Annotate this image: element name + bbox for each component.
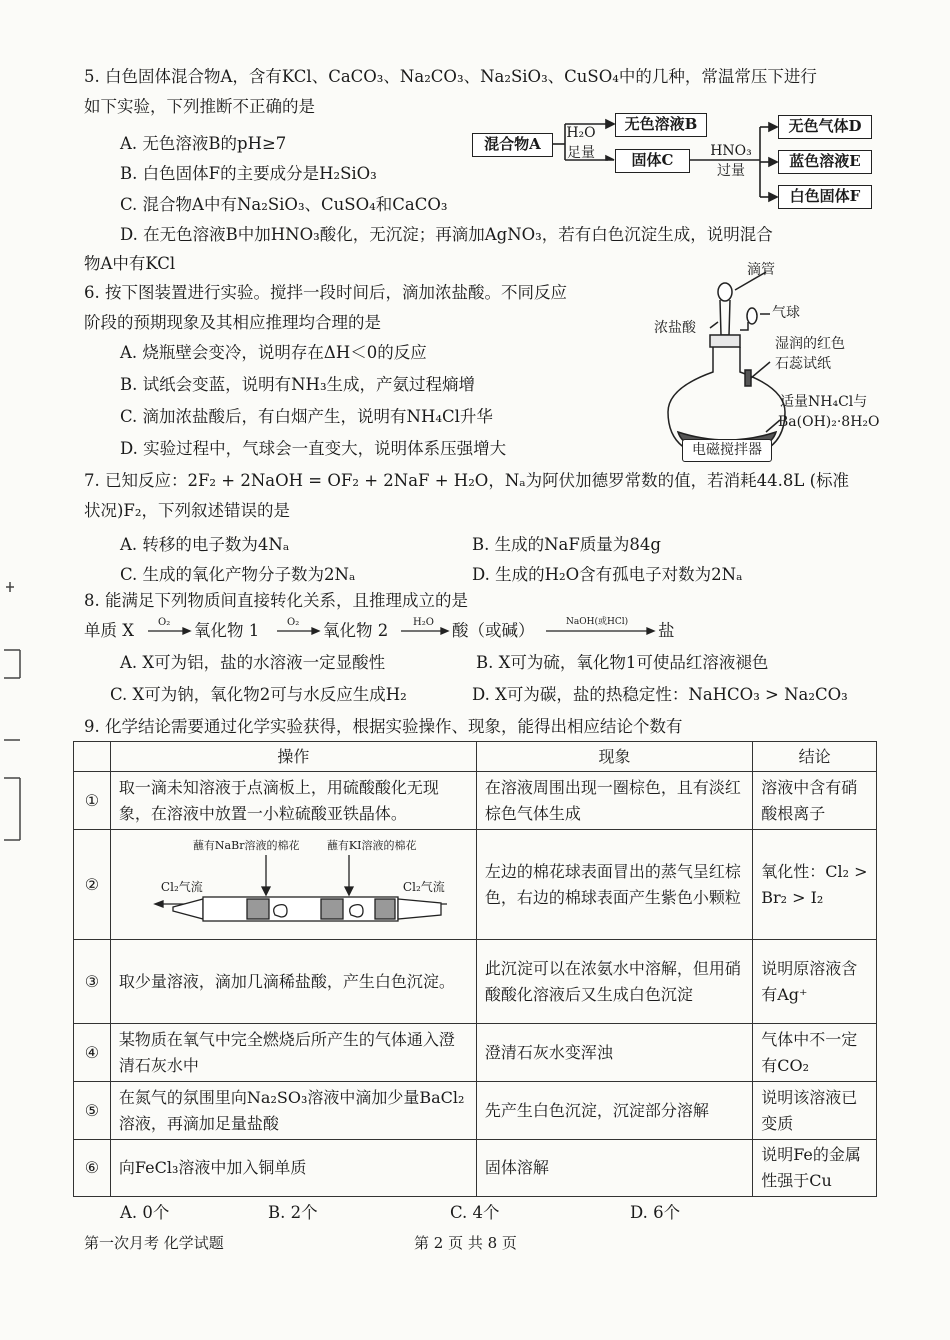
chain-oxide-1: 氧化物 1 <box>194 621 260 640</box>
row-number: ② <box>74 830 111 940</box>
label-litmus-2: 石蕊试纸 <box>775 356 831 372</box>
q7-stem-line1: 7. 已知反应：2F₂ + 2NaOH = OF₂ + 2NaF + H₂O，Nₐ为阿伏加德罗常数的值，若消耗44.8L (标准 <box>84 471 850 490</box>
q5-option-d: D. 在无色溶液B中加HNO₃酸化，无沉淀；再滴加AgNO₃，若有白色沉淀生成，说明混合 <box>120 225 773 244</box>
q6-option-a: A. 烧瓶壁会变冷，说明存在ΔH＜0的反应 <box>120 343 427 362</box>
chain-arrow2-label: O₂ <box>287 617 300 628</box>
flow-reagent-excess2: 过量 <box>717 163 745 179</box>
q5-option-a: A. 无色溶液B的pH≥7 <box>120 134 287 153</box>
label-reagent-1: 适量NH₄Cl与 <box>780 394 868 410</box>
label-cl2-right: Cl₂气流 <box>402 879 445 894</box>
chain-acid-base: 酸（或碱） <box>452 621 535 640</box>
q9-stem-line1: 9. 化学结论需要通过化学实验获得，根据实验操作、现象，能得出相应结论个数有 <box>84 717 683 736</box>
row-phenomenon: 先产生白色沉淀，沉淀部分溶解 <box>476 1082 752 1140</box>
q6-option-b: B. 试纸会变蓝，说明有NH₃生成，产氨过程熵增 <box>120 375 476 394</box>
q8-option-c: C. X可为钠，氧化物2可与水反应生成H₂ <box>110 685 407 704</box>
footer-exam-title: 第一次月考 化学试题 <box>84 1234 224 1252</box>
chain-arrow4-label: NaOH(或HCl) <box>566 617 629 627</box>
label-nabr-cotton: 蘸有NaBr溶液的棉花 <box>192 838 300 852</box>
flow-mixture-a: 混合物A <box>472 133 553 157</box>
header-conclusion: 结论 <box>753 742 877 772</box>
chain-arrow3-label: H₂O <box>413 617 434 628</box>
q6-option-c: C. 滴加浓盐酸后，有白烟产生，说明有NH₄Cl升华 <box>120 407 493 426</box>
q5-option-c: C. 混合物A中有Na₂SiO₃、CuSO₄和CaCO₃ <box>120 195 448 214</box>
q7-stem-line2: 状况)F₂，下列叙述错误的是 <box>84 501 291 520</box>
row-operation: 取少量溶液，滴加几滴稀盐酸，产生白色沉淀。 <box>110 940 476 1024</box>
row-conclusion: 说明原溶液含有Ag⁺ <box>753 940 877 1024</box>
row-conclusion: 气体中不一定有CO₂ <box>753 1024 877 1082</box>
header-phenomenon: 现象 <box>476 742 752 772</box>
row-number: ④ <box>74 1024 111 1082</box>
chain-arrow1-label: O₂ <box>158 617 171 628</box>
q8-option-a: A. X可为铝，盐的水溶液一定显酸性 <box>120 653 386 672</box>
label-dropper: 滴管 <box>747 262 775 278</box>
q5-option-b: B. 白色固体F的主要成分是H₂SiO₃ <box>120 164 377 183</box>
q7-option-a: A. 转移的电子数为4Nₐ <box>120 535 290 554</box>
row-operation: 某物质在氧气中完全燃烧后所产生的气体通入澄清石灰水中 <box>110 1024 476 1082</box>
row-operation: 向FeCl₃溶液中加入铜单质 <box>110 1140 476 1197</box>
flow-solid-f: 白色固体F <box>778 185 872 209</box>
row-conclusion: 氧化性：Cl₂ > Br₂ > I₂ <box>753 830 877 940</box>
flow-solid-c: 固体C <box>615 149 690 173</box>
label-litmus-1: 湿润的红色 <box>775 336 845 352</box>
chain-salt: 盐 <box>658 621 675 640</box>
flow-reagent-water: H₂O <box>566 125 596 141</box>
label-magnetic-stirrer: 电磁搅拌器 <box>682 439 772 462</box>
q6-option-d: D. 实验过程中，气球会一直变大，说明体系压强增大 <box>120 439 507 458</box>
q5-stem-line2: 如下实验，下列推断不正确的是 <box>84 97 315 116</box>
row-phenomenon: 澄清石灰水变浑浊 <box>476 1024 752 1082</box>
row-phenomenon: 左边的棉花球表面冒出的蒸气呈红棕色，右边的棉球表面产生紫色小颗粒 <box>476 830 752 940</box>
q5-stem-line1: 5. 白色固体混合物A，含有KCl、CaCO₃、Na₂CO₃、Na₂SiO₃、CuSO₄中的几种，常温常压下进行 <box>84 67 817 86</box>
row-number: ① <box>74 772 111 830</box>
flow-solution-b: 无色溶液B <box>615 113 707 137</box>
row-number: ⑤ <box>74 1082 111 1140</box>
q6-stem-line2: 阶段的预期现象及其相应推理均合理的是 <box>84 313 381 332</box>
q8-option-b: B. X可为硫，氧化物1可使品红溶液褪色 <box>476 653 769 672</box>
flow-reagent-nitric: HNO₃ <box>710 143 752 159</box>
chain-element-x: 单质 X <box>84 621 134 640</box>
q8-option-d: D. X可为碳，盐的热稳定性：NaHCO₃ > Na₂CO₃ <box>472 685 848 704</box>
row-phenomenon: 此沉淀可以在浓氨水中溶解，但用硝酸酸化溶液后又生成白色沉淀 <box>476 940 752 1024</box>
q7-option-d: D. 生成的H₂O含有孤电子对数为2Nₐ <box>472 565 743 584</box>
flow-solution-e: 蓝色溶液E <box>778 150 872 174</box>
label-ki-cotton: 蘸有KI溶液的棉花 <box>326 838 417 852</box>
label-cl2-left: Cl₂气流 <box>160 879 203 894</box>
label-reagent-2: Ba(OH)₂·8H₂O <box>778 414 880 430</box>
row-conclusion: 说明该溶液已变质 <box>753 1082 877 1140</box>
row-conclusion: 溶液中含有硝酸根离子 <box>753 772 877 830</box>
row-operation: 取一滴未知溶液于点滴板上，用硫酸酸化无现象，在溶液中放置一小粒硫酸亚铁晶体。 <box>110 772 476 830</box>
footer-page-number: 第 2 页 共 8 页 <box>414 1234 517 1252</box>
row-conclusion: 说明Fe的金属性强于Cu <box>753 1140 877 1197</box>
q9-answer-a: A. 0个 <box>120 1203 170 1222</box>
q6-stem-line1: 6. 按下图装置进行实验。搅拌一段时间后，滴加浓盐酸。不同反应 <box>84 283 567 302</box>
row-phenomenon: 固体溶解 <box>476 1140 752 1197</box>
flow-gas-d: 无色气体D <box>778 115 872 139</box>
label-balloon: 气球 <box>772 305 800 321</box>
row-operation: 在氮气的氛围里向Na₂SO₃溶液中滴加少量BaCl₂溶液，再滴加足量盐酸 <box>110 1082 476 1140</box>
label-conc-hcl: 浓盐酸 <box>654 320 696 336</box>
chain-oxide-2: 氧化物 2 <box>323 621 389 640</box>
q7-option-c: C. 生成的氧化产物分子数为2Nₐ <box>120 565 356 584</box>
flow-reagent-excess: 足量 <box>567 145 595 161</box>
q5-option-d-continued: 物A中有KCl <box>84 254 176 273</box>
q9-answer-c: C. 4个 <box>450 1203 500 1222</box>
q7-option-b: B. 生成的NaF质量为84g <box>472 535 661 554</box>
q9-answer-b: B. 2个 <box>268 1203 318 1222</box>
row-number: ③ <box>74 940 111 1024</box>
row-number: ⑥ <box>74 1140 111 1197</box>
q9-answer-d: D. 6个 <box>630 1203 681 1222</box>
row-phenomenon: 在溶液周围出现一圈棕色，且有淡红棕色气体生成 <box>476 772 752 830</box>
q8-stem-line1: 8. 能满足下列物质间直接转化关系，且推理成立的是 <box>84 591 468 610</box>
header-operation: 操作 <box>110 742 476 772</box>
